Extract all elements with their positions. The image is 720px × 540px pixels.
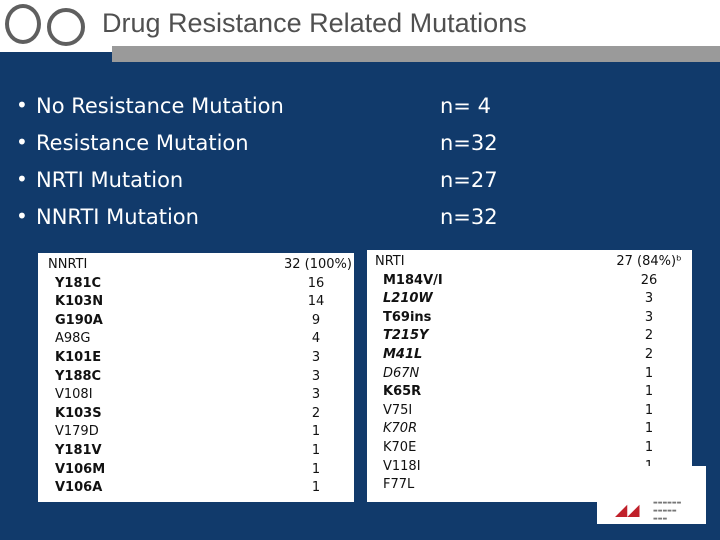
table-row bbox=[38, 349, 354, 368]
mutation-name: V75I bbox=[383, 402, 413, 418]
table-row bbox=[367, 309, 692, 328]
table-row bbox=[367, 290, 692, 309]
nrti-table bbox=[367, 250, 692, 502]
logo-fine-print-icon: ▬▬▬ bbox=[653, 516, 668, 522]
table-row bbox=[367, 327, 692, 346]
mutation-count: 1 bbox=[644, 421, 654, 437]
mutation-name: K70E bbox=[383, 440, 417, 455]
table-header-row bbox=[367, 253, 692, 272]
logo-fine-print-icon: ▬▬▬▬▬▬ bbox=[653, 500, 682, 506]
table-row bbox=[367, 346, 692, 365]
table-row bbox=[367, 383, 692, 402]
mutation-name: T215Y bbox=[383, 328, 429, 344]
table-header-count: 32 (100%) bbox=[284, 257, 352, 272]
mutation-name: V179D bbox=[55, 424, 99, 440]
mutation-count: 1 bbox=[644, 440, 654, 455]
mutation-name: Y181V bbox=[55, 443, 102, 458]
mutation-name: M184V/I bbox=[383, 272, 443, 288]
mutation-name: T69ins bbox=[383, 309, 432, 325]
table-row bbox=[367, 439, 692, 458]
brand-mark-icon: ◢◢ bbox=[615, 500, 640, 519]
table-row bbox=[38, 330, 354, 349]
logo-circle-icon bbox=[5, 4, 41, 44]
table-row bbox=[38, 275, 354, 294]
mutation-name: K101E bbox=[55, 350, 102, 365]
mutation-name: V106M bbox=[55, 461, 106, 477]
bullet-count: n=32 bbox=[440, 131, 498, 155]
logo-fine-print-icon: ▬▬▬▬▬ bbox=[653, 508, 677, 514]
mutation-count: 3 bbox=[311, 387, 321, 403]
table-row bbox=[367, 420, 692, 439]
mutation-name: K70R bbox=[383, 421, 418, 437]
table-header-label: NRTI bbox=[375, 254, 405, 269]
bullet-label: No Resistance Mutation bbox=[36, 94, 284, 118]
table-row bbox=[38, 293, 354, 312]
mutation-name: M41L bbox=[383, 347, 423, 362]
mutation-count: 1 bbox=[311, 480, 321, 496]
table-row bbox=[38, 368, 354, 387]
mutation-count: 1 bbox=[311, 461, 321, 477]
table-header-row bbox=[38, 256, 354, 275]
slide-title: Drug Resistance Related Mutations bbox=[102, 8, 527, 38]
table-row bbox=[367, 402, 692, 421]
mutation-name: K103N bbox=[55, 294, 104, 310]
mutation-name: L210W bbox=[383, 291, 433, 307]
bullet-label: NNRTI Mutation bbox=[36, 205, 199, 229]
bullet-label: NRTI Mutation bbox=[36, 168, 184, 192]
mutation-count: 16 bbox=[307, 275, 325, 291]
table-row bbox=[38, 312, 354, 331]
mutation-name: V106A bbox=[55, 480, 103, 496]
mutation-count: 2 bbox=[644, 328, 654, 344]
mutation-count: 2 bbox=[644, 347, 654, 362]
table-header-label: NNRTI bbox=[48, 257, 88, 272]
mutation-count: 3 bbox=[644, 291, 654, 307]
nnrti-table bbox=[38, 253, 354, 502]
mutation-name: D67N bbox=[383, 365, 420, 381]
corner-logo bbox=[597, 466, 706, 524]
logo-circle-icon bbox=[47, 8, 85, 46]
bullet-count: n= 4 bbox=[440, 94, 491, 118]
bullet-count: n=27 bbox=[440, 168, 498, 192]
mutation-count: 1 bbox=[644, 365, 654, 381]
table-row bbox=[38, 442, 354, 461]
bullet-count: n=32 bbox=[440, 205, 498, 229]
mutation-name: V108I bbox=[55, 387, 93, 403]
mutation-name: K65R bbox=[383, 384, 422, 400]
mutation-count: 1 bbox=[311, 443, 321, 458]
mutation-name: K103S bbox=[55, 405, 102, 421]
bullet-dot-icon: • bbox=[16, 93, 28, 117]
mutation-name: Y188C bbox=[55, 368, 102, 384]
table-row bbox=[38, 461, 354, 480]
bullet-label: Resistance Mutation bbox=[36, 131, 249, 155]
mutation-count: 1 bbox=[644, 402, 654, 418]
mutation-count: 3 bbox=[644, 309, 654, 325]
mutation-name: Y181C bbox=[55, 275, 102, 291]
mutation-count: 2 bbox=[311, 405, 321, 421]
mutation-name: V118I bbox=[383, 458, 421, 474]
table-header-count: 27 (84%)ᵇ bbox=[616, 254, 682, 269]
table-row bbox=[38, 479, 354, 498]
mutation-count: 26 bbox=[640, 272, 658, 288]
mutation-name: A98G bbox=[55, 331, 91, 347]
mutation-count: 1 bbox=[311, 424, 321, 440]
mutation-name: F77L bbox=[383, 477, 415, 493]
table-row bbox=[38, 386, 354, 405]
bullet-dot-icon: • bbox=[16, 204, 28, 228]
mutation-count: 3 bbox=[311, 368, 321, 384]
table-row bbox=[38, 423, 354, 442]
bullet-dot-icon: • bbox=[16, 130, 28, 154]
table-row bbox=[367, 365, 692, 384]
bullet-dot-icon: • bbox=[16, 167, 28, 191]
mutation-count: 1 bbox=[644, 384, 654, 400]
table-row bbox=[367, 272, 692, 291]
table-row bbox=[38, 405, 354, 424]
header-shadow-bar bbox=[112, 46, 720, 62]
mutation-name: G190A bbox=[55, 312, 103, 328]
mutation-count: 14 bbox=[307, 294, 325, 310]
mutation-count: 3 bbox=[311, 350, 321, 365]
mutation-count: 4 bbox=[311, 331, 321, 347]
mutation-count: 9 bbox=[311, 312, 321, 328]
